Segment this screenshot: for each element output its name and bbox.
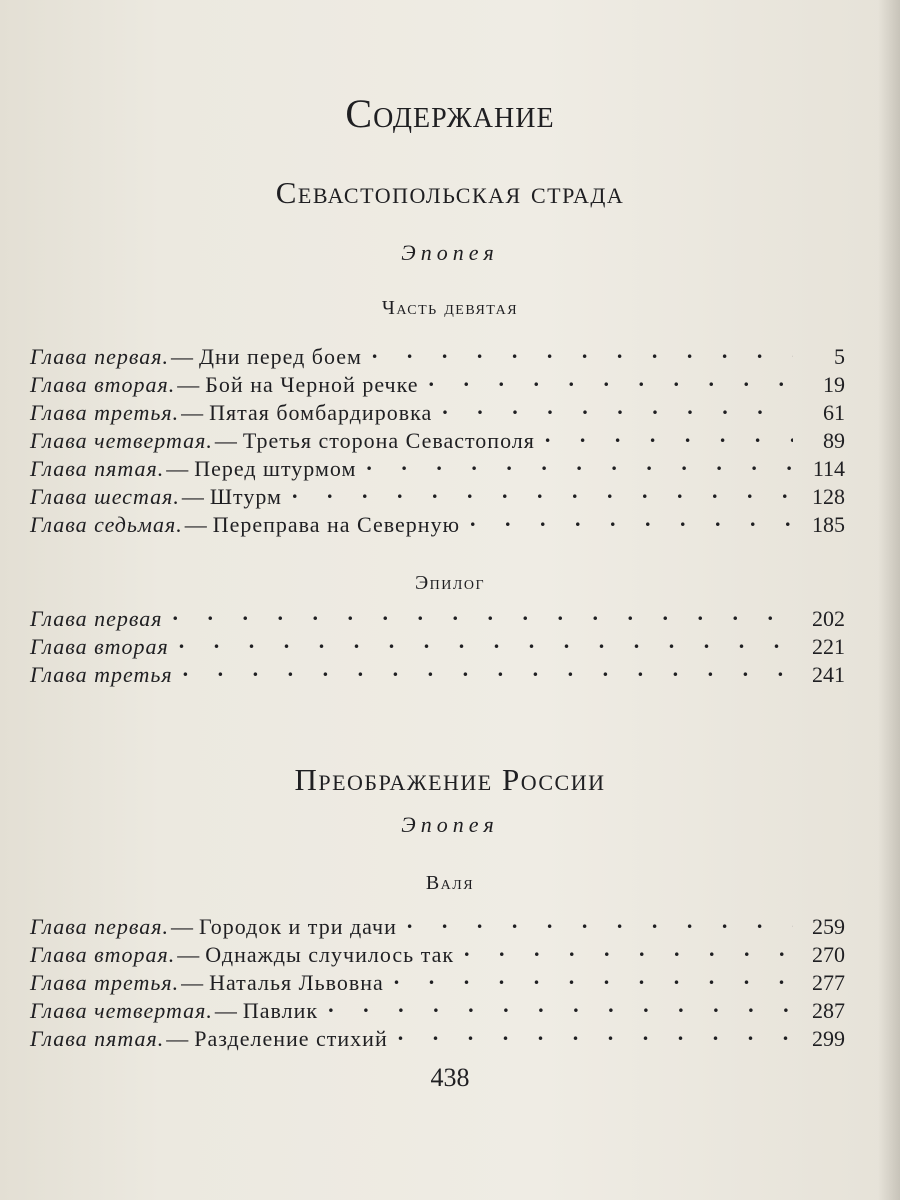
page-number: 438 (430, 1063, 470, 1092)
toc-chapter-name: Наталья Львовна (209, 970, 384, 995)
toc-dash: — (214, 998, 237, 1023)
toc-chapter-name: Городок и три дачи (199, 914, 397, 939)
toc-dot-leader (179, 632, 793, 654)
toc-list (30, 342, 845, 538)
page-heading: Содержание (345, 91, 555, 136)
toc-entry (30, 632, 845, 660)
toc-entry (30, 482, 845, 510)
toc-dot-leader (442, 398, 793, 420)
work-genre: Эпопея (401, 812, 499, 837)
toc-dot-leader (183, 660, 793, 682)
toc-dot-leader (407, 912, 793, 934)
toc-dot-leader (429, 370, 793, 392)
part-heading: Часть девятая (381, 297, 519, 319)
toc-dot-leader (398, 1024, 793, 1046)
work-title: Севастопольская страда (275, 175, 625, 210)
toc-page-number: 277 (812, 970, 845, 995)
toc-entry (30, 510, 845, 538)
toc-dot-leader (470, 510, 793, 532)
toc-page-number: 270 (812, 942, 845, 967)
toc-dash: — (177, 372, 200, 397)
part-heading: Валя (425, 872, 475, 894)
toc-entry (30, 940, 845, 968)
toc-chapter: Глава первая (30, 606, 163, 631)
toc-dot-leader (545, 426, 793, 448)
toc-dot-leader (394, 968, 793, 990)
toc-page-number: 128 (812, 484, 845, 509)
toc-dot-leader (366, 454, 793, 476)
toc-chapter: Глава четвертая. (30, 998, 213, 1023)
toc-dash: — (166, 1026, 189, 1051)
toc-chapter-name: Разделение стихий (194, 1026, 388, 1051)
toc-chapter-name: Переправа на Северную (212, 512, 460, 537)
work-genre: Эпопея (401, 240, 499, 265)
toc-entry (30, 454, 845, 482)
toc-chapter-name: Третья сторона Севастополя (242, 428, 535, 453)
toc-chapter: Глава третья. (30, 970, 180, 995)
toc-chapter-name: Бой на Черной речке (205, 372, 419, 397)
toc-dot-leader (173, 604, 794, 626)
part-heading: Эпилог (414, 572, 486, 594)
toc-dash: — (171, 344, 193, 369)
toc-dash: — (181, 970, 204, 995)
toc-dot-leader (328, 996, 793, 1018)
toc-dash: — (177, 942, 200, 967)
toc-chapter: Глава шестая. (30, 484, 180, 509)
toc-page-number: 202 (812, 606, 845, 631)
toc-page-number: 61 (823, 400, 845, 425)
toc-chapter-name: Дни перед боем (199, 344, 362, 369)
toc-entry (30, 660, 845, 688)
toc-page-number: 5 (834, 344, 845, 369)
toc-dash: — (214, 428, 237, 453)
work-title: Преображение России (294, 762, 606, 797)
toc-chapter-name: Однажды случилось так (205, 942, 455, 967)
toc-chapter: Глава седьмая. (30, 512, 183, 537)
toc-entry (30, 398, 845, 426)
toc-chapter: Глава вторая. (30, 942, 176, 967)
toc-dash: — (181, 400, 204, 425)
toc-list (30, 604, 845, 688)
toc-dash: — (166, 456, 189, 481)
toc-page-number: 259 (812, 914, 845, 939)
toc-page-number: 185 (812, 512, 845, 537)
toc-chapter: Глава первая. (30, 344, 169, 369)
toc-entry (30, 996, 845, 1024)
toc-page-number: 89 (823, 428, 845, 453)
toc-dash: — (171, 914, 193, 939)
toc-page-number: 19 (823, 372, 845, 397)
toc-chapter-name: Штурм (209, 484, 282, 509)
toc-chapter-name: Павлик (242, 998, 319, 1023)
toc-chapter: Глава вторая. (30, 372, 176, 397)
toc-entry (30, 912, 845, 940)
toc-chapter: Глава вторая (30, 634, 169, 659)
toc-dash: — (184, 512, 207, 537)
toc-page-number: 221 (812, 634, 845, 659)
toc-dot-leader (372, 342, 793, 364)
toc-entry (30, 604, 845, 632)
toc-chapter-name: Перед штурмом (194, 456, 357, 481)
toc-chapter: Глава пятая. (30, 456, 165, 481)
toc-dot-leader (464, 940, 793, 962)
toc-chapter: Глава первая. (30, 914, 169, 939)
toc-page-number: 241 (812, 662, 845, 687)
toc-dot-leader (292, 482, 793, 504)
toc-chapter: Глава четвертая. (30, 428, 213, 453)
toc-entry (30, 342, 845, 370)
toc-chapter: Глава третья (30, 662, 173, 687)
toc-list (30, 912, 845, 1052)
toc-chapter: Глава третья. (30, 400, 180, 425)
toc-entry (30, 426, 845, 454)
toc-entry (30, 968, 845, 996)
toc-page-number: 287 (812, 998, 845, 1023)
toc-chapter: Глава пятая. (30, 1026, 165, 1051)
toc-page-number: 299 (812, 1026, 845, 1051)
toc-page-number: 114 (812, 456, 845, 481)
toc-entry (30, 1024, 845, 1052)
toc-dash: — (181, 484, 204, 509)
toc-chapter-name: Пятая бомбардировка (209, 400, 433, 425)
toc-entry (30, 370, 845, 398)
